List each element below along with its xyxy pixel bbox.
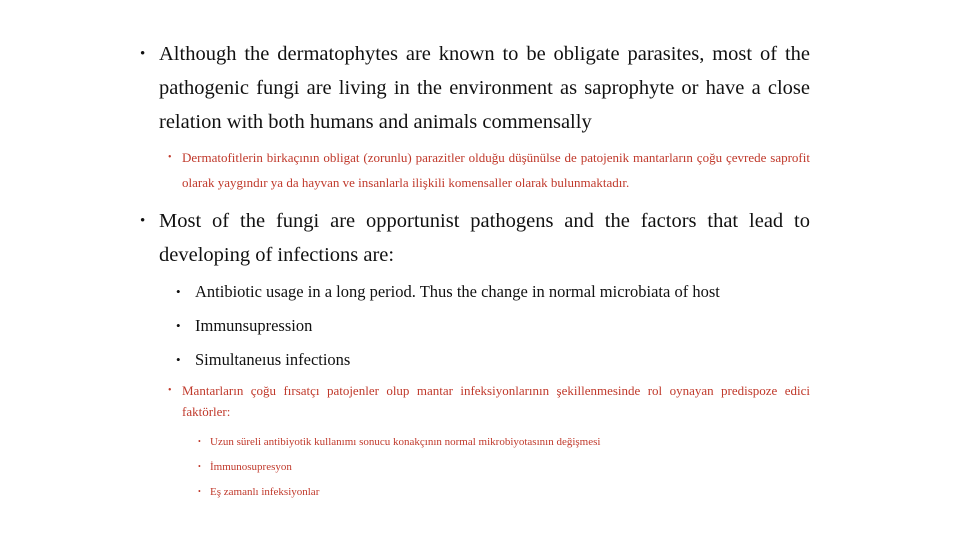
- bullet-text: Although the dermatophytes are known to be obligate parasites, most of the pathogenic fungi are living in the environment as saprophyte or have a close relation with both humans and animals commensally: [159, 43, 810, 133]
- bullet-dermatophytes-tr: [168, 145, 810, 195]
- bullet-marker: •: [198, 437, 201, 446]
- bullet-dermatophytes-en: [140, 37, 810, 139]
- sub-bullet-text: Antibiotic usage in a long period. Thus the change in normal microbiata of host: [195, 282, 720, 301]
- sub-bullet-es-zamanli: [198, 483, 798, 501]
- bullet-marker: •: [168, 385, 172, 396]
- sub-bullet-text: Immunsupression: [195, 316, 313, 335]
- sub-bullet-text: Uzun süreli antibiyotik kullanımı sonucu konakçının normal mikrobiyotasının değişmesi: [210, 436, 601, 448]
- sub-bullet-immunsupression: [176, 314, 816, 338]
- sub-bullet-text: İmmunosupresyon: [210, 461, 292, 473]
- sub-bullet-antibiotic: [176, 280, 816, 304]
- bullet-marker: •: [140, 213, 146, 229]
- bullet-marker: •: [176, 352, 181, 367]
- bullet-marker: •: [198, 462, 201, 471]
- sub-bullet-text: Eş zamanlı infeksiyonlar: [210, 486, 320, 498]
- sub-bullet-text: Simultaneıus infections: [195, 350, 351, 369]
- bullet-marker: •: [176, 318, 181, 333]
- sub-bullet-simultaneous: [176, 348, 816, 372]
- bullet-opportunist-tr: [168, 380, 810, 422]
- bullet-opportunist-en: [140, 204, 810, 272]
- bullet-text: Most of the fungi are opportunist pathogens and the factors that lead to developing of infections are:: [159, 210, 810, 266]
- bullet-text: Mantarların çoğu fırsatçı patojenler olup mantar infeksiyonlarının şekillenmesinde rol oynayan predispoze edici faktörler:: [182, 383, 810, 419]
- sub-bullet-antibiyotik: [198, 433, 798, 451]
- bullet-marker: •: [198, 487, 201, 496]
- sub-bullet-immunosupresyon: [198, 458, 798, 476]
- bullet-marker: •: [168, 152, 172, 163]
- bullet-marker: •: [140, 46, 146, 62]
- bullet-marker: •: [176, 284, 181, 299]
- bullet-text: Dermatofitlerin birkaçının obligat (zorunlu) parazitler olduğu düşünülse de patojenik mantarların çoğu çevrede saprofit olarak yaygındır ya da hayvan ve insanlarla ilişkili komensaller olarak bulunmaktadır.: [182, 150, 810, 190]
